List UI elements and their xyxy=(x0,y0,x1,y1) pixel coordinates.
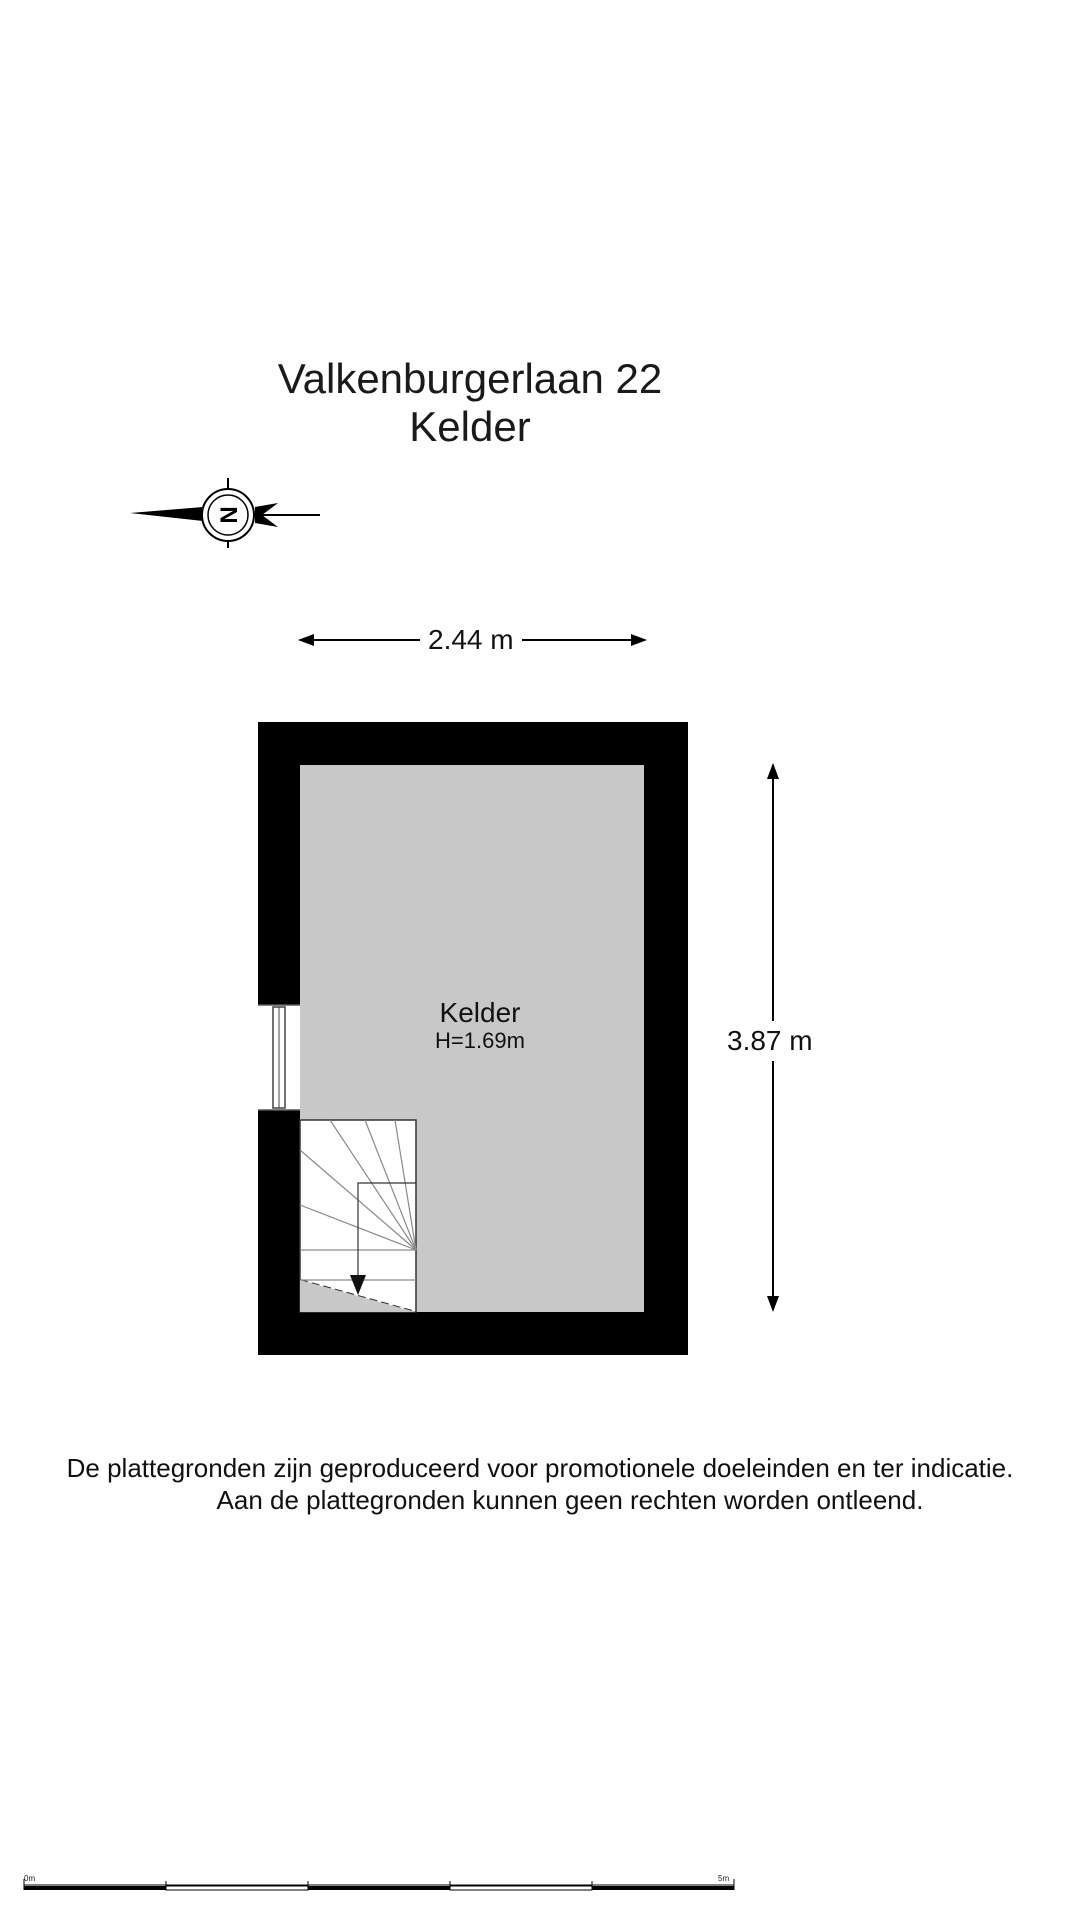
compass-icon xyxy=(130,478,320,548)
floor-name: Kelder xyxy=(409,403,531,450)
compass-letter: N xyxy=(216,506,243,524)
width-dimension-label: 2.44 m xyxy=(420,624,522,656)
scale-end-label: 5m xyxy=(718,1874,730,1883)
plan-title: Valkenburgerlaan 22 xyxy=(277,355,663,402)
scale-bar xyxy=(24,1879,734,1890)
disclaimer-line-2: Aan de plattegronden kunnen geen rechten worden ontleend. xyxy=(216,1485,924,1515)
room-name: Kelder xyxy=(439,997,521,1028)
scale-start-label: 0m xyxy=(24,1874,36,1883)
staircase xyxy=(300,1120,416,1312)
room-ceiling-height: H=1.69m xyxy=(435,1028,525,1053)
window xyxy=(258,1005,300,1110)
height-dimension-label: 3.87 m xyxy=(725,1021,815,1061)
disclaimer-line-1: De plattegronden zijn geproduceerd voor promotionele doeleinden en ter indicatie. xyxy=(66,1453,1014,1483)
